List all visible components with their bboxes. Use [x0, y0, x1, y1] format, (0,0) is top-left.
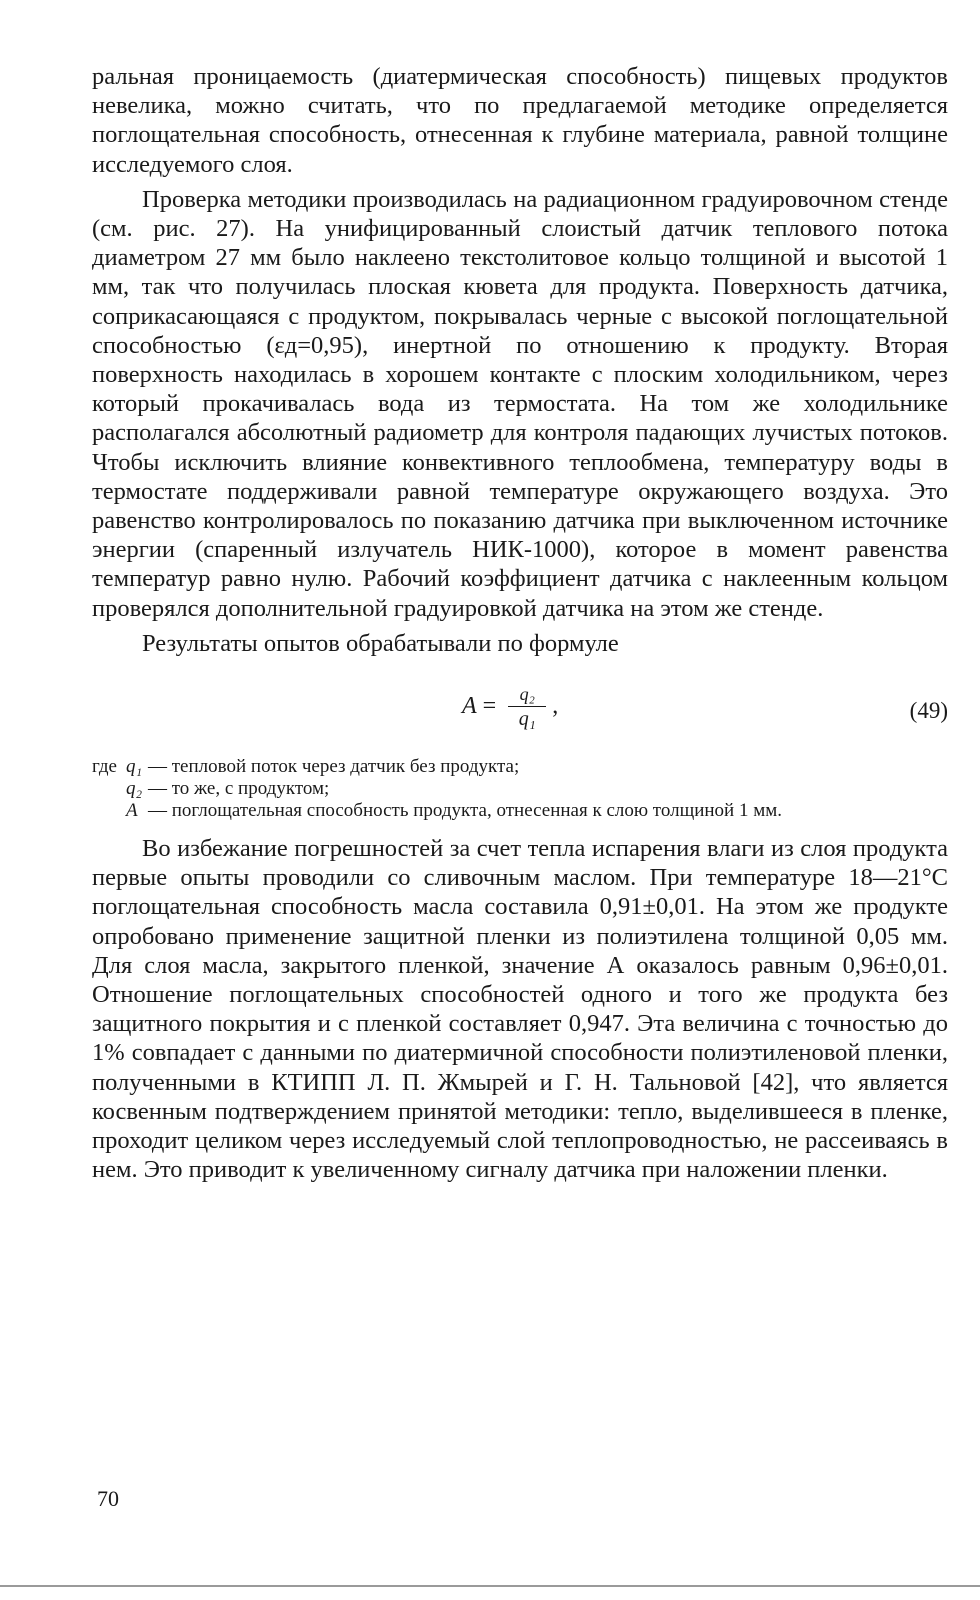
page-number: 70 — [97, 1486, 119, 1511]
formula-denominator: q₁ — [518, 708, 536, 731]
formula-trailing-comma: , — [552, 692, 559, 719]
formula-numerator: q₂ — [519, 684, 535, 705]
variable-definitions — [92, 756, 948, 822]
formula-fraction — [508, 682, 546, 731]
formula-lhs: A — [462, 692, 477, 719]
definition-text: — поглощательная способность продукта, отнесенная к слою толщиной 1 мм. — [148, 800, 783, 822]
definition-item — [92, 778, 948, 800]
scan-edge-line — [0, 1585, 980, 1587]
paragraph-continuation: ральная проницаемость (диатермическая способность) пищевых продуктов невелика, можно считать, что по предлагаемой методике определяется поглощательная способность, отнесенная к глубине материала, равной толщине исследуемого слоя. — [92, 63, 948, 178]
definition-text: — тепловой поток через датчик без продукта; — [148, 756, 520, 778]
definition-text: — то же, с продуктом; — [148, 778, 330, 800]
paragraph-formula-intro: Результаты опытов обрабатывали по формуле — [142, 629, 619, 657]
definitions-lead-word: где — [92, 756, 117, 778]
document-page — [92, 62, 948, 1185]
paragraph-method-check: Проверка методики производилась на радиационном градуировочном стенде (см. рис. 27). На унифицированный слоистый датчик теплового потока диаметром 27 мм было наклеено текстолитовое кольцо толщиной и высотой 1 мм, так что получилась плоская кювета для продукта. Поверхность датчика, соприкасающаяся с продуктом, покрывалась черные с высокой поглощательной способностью (εд=0,95), инертной по отношению к продукту. Вторая поверхность находилась в хорошем контакте с плоским холодильником, через который прокачивалась вода из термостата. На том же холодильнике располагался абсолютный радиометр для контроля падающих лучистых потоков. Чтобы исключить влияние конвективного теплообмена, температуру воды в термостате поддерживали равной температуре окружающего воздуха. Это равенство контролировалось по показанию датчика при выключенном источнике энергии (спаренный излучатель НИК-1000), которое в момент равенства температур равно нулю. Рабочий коэффициент датчика с наклеенным кольцом проверялся дополнительной градуировкой датчика на этом же стенде. — [92, 185, 948, 622]
definition-symbol: q₂ — [126, 778, 143, 800]
definition-item — [92, 800, 948, 822]
definition-symbol: A — [126, 800, 138, 822]
definition-item — [92, 756, 948, 778]
definition-symbol: q₁ — [126, 756, 143, 778]
formula-equals: = — [482, 692, 497, 719]
paragraph-butter-experiments: Во избежание погрешностей за счет тепла испарения влаги из слоя продукта первые опыты проводили со сливочным маслом. При температуре 18—21°С поглощательная способность масла составила 0,91±0,01. На этом же продукте опробовано применение защитной пленки из полиэтилена толщиной 0,05 мм. Для слоя масла, закрытого пленкой, значение А оказалось равным 0,96±0,01. Отношение поглощательных способностей одного и того же продукта без защитного покрытия и с пленкой составляет 0,947. Эта величина с точностью до 1% совпадает с данными по диатермичной способности полиэтиленовой пленки, полученными в КТИПП Л. П. Жмырей и Г. Н. Тальновой [42], что является косвенным подтверждением принятой методики: тепло, выделившееся в пленке, проходит целиком через исследуемый слой теплопроводностью, не рассеиваясь в нем. Это приводит к увеличенному сигналу датчика при наложении пленки. — [92, 835, 948, 1184]
formula-expression — [462, 682, 558, 731]
equation-number: (49) — [909, 698, 948, 724]
formula-49 — [92, 676, 948, 750]
